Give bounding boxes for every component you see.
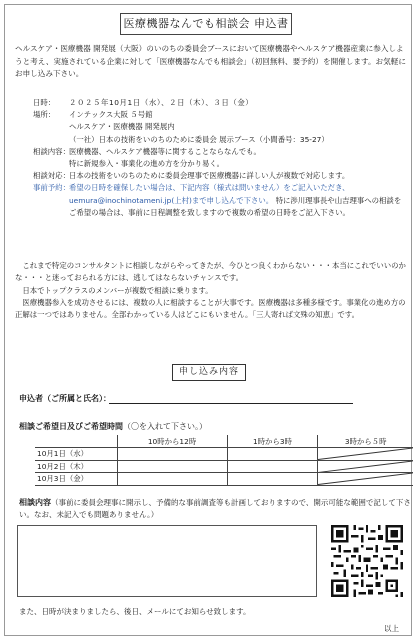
schedule-date-oct2: 10月2日（木） (35, 460, 117, 473)
date-label: 日時： (33, 98, 56, 107)
appeal-line-1: これまで特定のコンサルタントに相談しながらやってきたが、今ひとつ良くわからない・・・本当にこれでいいのかな・・・と迷っておられる方には、逃してはならないチャンスです。 (15, 261, 406, 283)
reserve-blue-text: 希望の日時を確保したい場合は、下記内容（様式は問いません）をご記入いただき、uemura@inochinotameni.jp(上村)まで申し込んで下さい。 (69, 183, 350, 205)
respond-label: 相談対応： (33, 171, 70, 181)
page-title: 医療機器なんでも相談会 申込書 (120, 13, 292, 35)
slot-oct3-3-5-unavailable (318, 473, 413, 486)
consult-content-label (19, 497, 411, 521)
reserve-value (69, 182, 405, 219)
content-label: 相談内容： (33, 146, 70, 156)
footer-note: また、日時が決まりましたら、後日、メールにてお知らせ致します。 (19, 607, 251, 616)
applicant-label: 申込者（ご所属と氏名）： (19, 394, 111, 403)
schedule-row-oct1 (35, 448, 413, 461)
applicant-field[interactable] (19, 393, 399, 404)
reserve-rest-text: 特に渉川理事長や山吉理事への相談をご希望の場合は、事前に日程調整を致しますので複数の希望の日時をご記入下さい。 (69, 195, 402, 217)
slot-oct3-10-12[interactable] (117, 473, 227, 486)
schedule-label-text: 相談ご希望日及びご希望時間 (19, 422, 123, 431)
schedule-header-3-5: 3時から５時 (318, 435, 413, 448)
consult-content-title: 相談内容 (19, 498, 51, 507)
content-line-2: 特に新規参入・事業化の進め方を分かり易く。 (69, 159, 225, 169)
strike-line-icon (318, 461, 413, 473)
schedule-header-10-12: 10時から12時 (117, 435, 227, 448)
schedule-table (35, 435, 413, 486)
place-row (33, 109, 405, 121)
schedule-header-1-3: 1時から3時 (227, 435, 318, 448)
slot-oct3-1-3[interactable] (227, 473, 318, 486)
place-line-3: （一社）日本の技術をいのちのために委員会 展示ブース（小間番号：35-27） (69, 134, 329, 144)
schedule-header-row (35, 435, 413, 448)
slot-oct2-10-12[interactable] (117, 460, 227, 473)
closing-mark: 以上 (384, 624, 399, 633)
form-section-title: 申し込み内容 (172, 364, 246, 381)
reserve-row (33, 182, 405, 219)
intro-paragraph: ヘルスケア・医療機器 開発展（大阪）のいのちの委員会ブースにおいて医療機器やヘルスケア機器産業に参入しようと考え、実施されている企業に対して「医療機器なんでも相談会」（初回無料、要予約）を開催します。お気軽にお申し込み下さい。 (15, 44, 406, 78)
date-row (33, 97, 405, 109)
content-value: 医療機器、ヘルスケア機器等に関することならなんでも。 (69, 146, 261, 156)
slot-oct1-1-3[interactable] (227, 448, 318, 461)
slot-oct1-10-12[interactable] (117, 448, 227, 461)
schedule-note: （〇を入れて下さい。） (123, 422, 207, 431)
strike-line-icon (318, 448, 413, 460)
appeal-line-3: 医療機器参入を成功させるには、複数の人に相談することが大事です。医療機器は多種多様です。事業化の進め方の正解は一つではありません。全部わかっている人はどこにもいません。「三人寄れば文殊の知恵」です。 (15, 297, 406, 320)
application-form-page (4, 4, 412, 636)
place-value: インテックス大阪 ５号館 (69, 110, 153, 120)
schedule-label (19, 421, 207, 432)
event-details (33, 97, 405, 219)
appeal-paragraph (15, 260, 409, 321)
schedule-date-oct1: 10月1日（水） (35, 448, 117, 461)
place-label: 場所： (33, 110, 56, 120)
date-value: ２０２５年10月1日（水）、２日（木）、３日（金） (69, 98, 254, 107)
content-row (33, 146, 405, 158)
reserve-label: 事前予約： (33, 183, 70, 193)
appeal-line-2: 日本でトップクラスのメンバーが複数で相談に乗ります。 (22, 285, 213, 295)
consult-content-note: （事前に委員会理事に開示し、予備的な事前調査等も計画しておりますので、開示可能な範囲で記して下さい。なお、未記入でも問題ありません。） (19, 498, 411, 519)
place-line-2: ヘルスケア・医療機器 開発展内 (69, 122, 175, 132)
qr-code-icon[interactable] (331, 525, 403, 597)
strike-line-icon (318, 473, 413, 485)
respond-row (33, 170, 405, 182)
schedule-header-empty (35, 435, 117, 448)
slot-oct1-3-5-unavailable (318, 448, 413, 461)
applicant-input-line[interactable] (109, 403, 353, 404)
slot-oct2-1-3[interactable] (227, 460, 318, 473)
schedule-row-oct2 (35, 460, 413, 473)
consult-content-input[interactable] (17, 525, 317, 597)
schedule-date-oct3: 10月3日（金） (35, 473, 117, 486)
schedule-row-oct3 (35, 473, 413, 486)
respond-value: 日本の技術をいのちのために委員会理事で医療機器に詳しい人が複数で対応します。 (69, 171, 350, 181)
slot-oct2-3-5-unavailable (318, 460, 413, 473)
